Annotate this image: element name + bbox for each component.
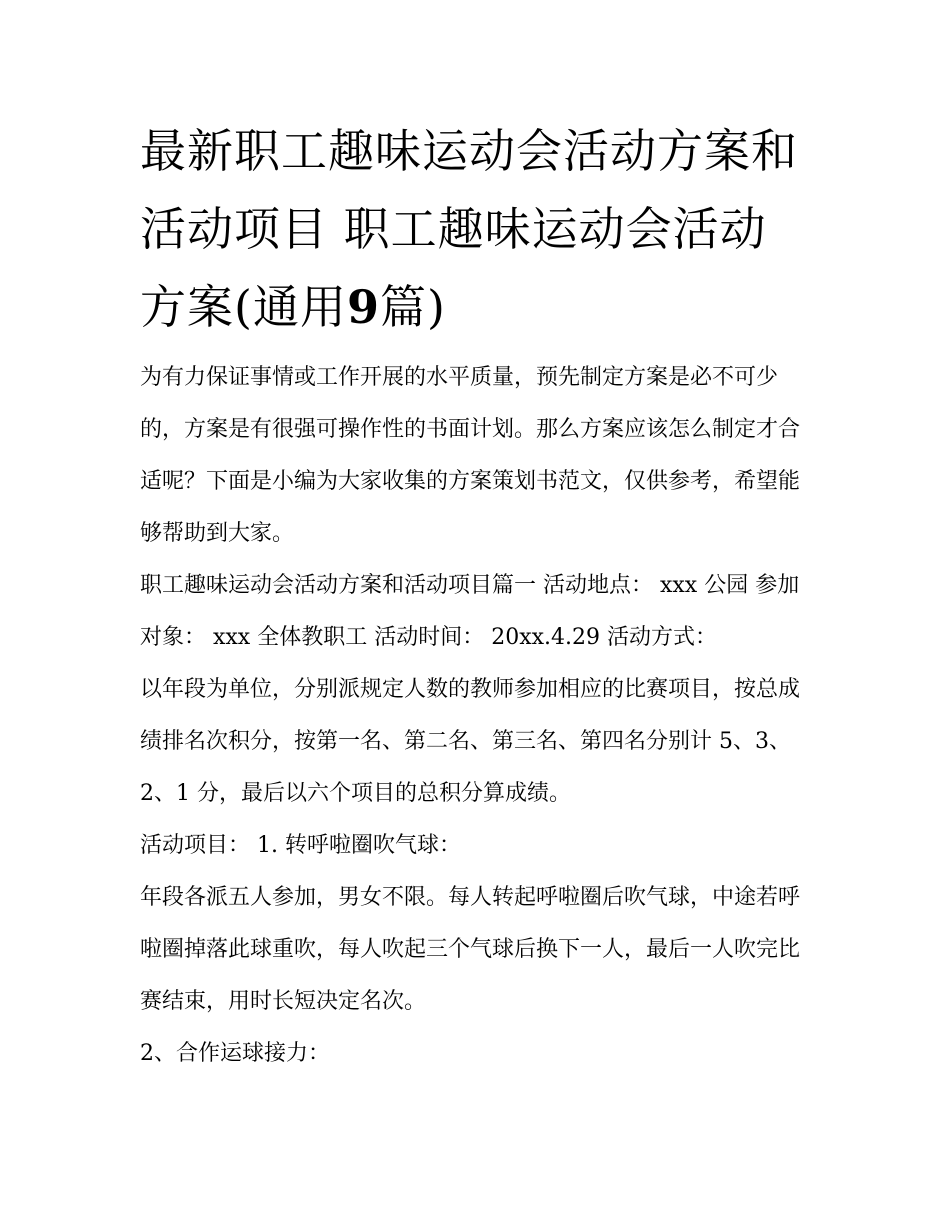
event-info-paragraph: 职工趣味运动会活动方案和活动项目篇一 活动地点： xxx 公园 参加对象： xxx 全体教职工 活动时间： 20xx.4.29 活动方式： — [140, 573, 800, 650]
title-number: 9 — [346, 280, 380, 334]
activity-item-2-heading: 2、合作运球接力： — [140, 1041, 330, 1066]
title-text-part2: 篇) — [379, 280, 446, 334]
activity-item-1-description: 年段各派五人参加，男女不限。每人转起呼啦圈后吹气球，中途若呼啦圈掉落此球重吹，每人吹起三个气球后换下一人，最后一人吹完比赛结束，用时长短决定名次。 — [140, 885, 801, 1014]
document-page — [140, 112, 812, 1080]
intro-paragraph: 为有力保证事情或工作开展的水平质量，预先制定方案是必不可少的，方案是有很强可操作性的书面计划。那么方案应该怎么制定才合适呢？下面是小编为大家收集的方案策划书范文，仅供参考，希望能够帮助到大家。 — [140, 365, 801, 546]
title-text-part1: 最新职工趣味运动会活动方案和活动项目 职工趣味运动会活动方案(通用 — [140, 124, 798, 334]
document-title — [140, 112, 812, 346]
activity-item-1-heading: 活动项目： 1. 转呼啦圈吹气球： — [140, 833, 461, 858]
scoring-paragraph: 以年段为单位，分别派规定人数的教师参加相应的比赛项目，按总成绩排名次积分，按第一名、第二名、第三名、第四名分别计 5、3、2、1 分，最后以六个项目的总积分算成绩。 — [140, 677, 801, 806]
